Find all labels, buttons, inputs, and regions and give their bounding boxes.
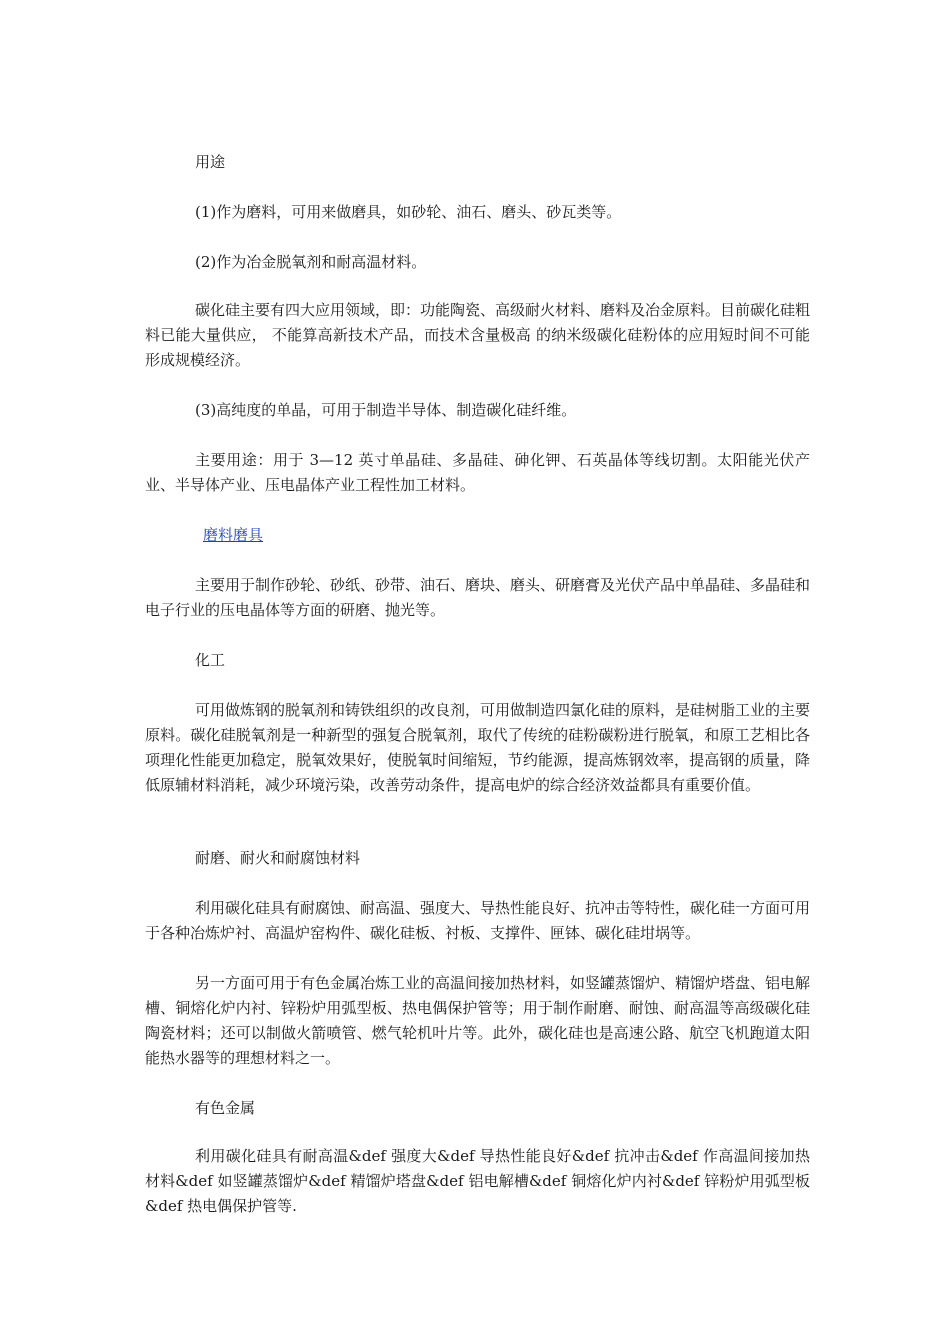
paragraph-refractory-2: 另一方面可用于有色金属冶炼工业的高温间接加热材料，如竖罐蒸馏炉、精馏炉塔盘、铝电解槽、铜熔化炉内衬、锌粉炉用弧型板、热电偶保护管等；用于制作耐磨、耐蚀、耐高温等高级碳化硅陶瓷材料；还可以制做火箭喷管、燃气轮机叶片等。此外，碳化硅也是高速公路、航空飞机跑道太阳能热水器等的理想材料之一。 bbox=[145, 974, 811, 1067]
paragraph-main-uses: 主要用途：用于 3—12 英寸单晶硅、多晶硅、砷化钾、石英晶体等线切割。太阳能光伏产业、半导体产业、压电晶体产业工程性加工材料。 bbox=[145, 451, 810, 494]
heading-uses: 用途 bbox=[195, 153, 226, 171]
heading-nonferrous: 有色金属 bbox=[195, 1099, 256, 1117]
paragraph-application-fields: 碳化硅主要有四大应用领域，即：功能陶瓷、高级耐火材料、磨料及冶金原料。目前碳化硅粗料已能大量供应， 不能算高新技术产品，而技术含量极高 的纳米级碳化硅粉体的应用短时间不可能形成规模经济。 bbox=[145, 301, 811, 369]
paragraph-abrasives: 主要用于制作砂轮、砂纸、砂带、油石、磨块、磨头、研磨膏及光伏产品中单晶硅、多晶硅和电子行业的压电晶体等方面的研磨、抛光等。 bbox=[145, 576, 811, 619]
paragraph-chemical: 可用做炼钢的脱氧剂和铸铁组织的改良剂，可用做制造四氯化硅的原料，是硅树脂工业的主要原料。碳化硅脱氧剂是一种新型的强复合脱氧剂，取代了传统的硅粉碳粉进行脱氧，和原工艺相比各项理化性能更加稳定，脱氧效果好，使脱氧时间缩短，节约能源，提高炼钢效率，提高钢的质量，降低原辅材料消耗，减少环境污染，改善劳动条件，提高电炉的综合经济效益都具有重要价值。 bbox=[145, 701, 811, 794]
heading-chemical: 化工 bbox=[195, 651, 226, 669]
paragraph-nonferrous: 利用碳化硅具有耐高温&def 强度大&def 导热性能良好&def 抗冲击&def 作高温间接加热材料&def 如竖罐蒸馏炉&def 精馏炉塔盘&def 铝电解槽&def 铜熔化炉内衬&def 锌粉炉用弧型板&def 热电偶保护管等. bbox=[145, 1147, 810, 1215]
list-item-3: (3)高纯度的单晶，可用于制造半导体、制造碳化硅纤维。 bbox=[195, 401, 577, 419]
heading-refractory: 耐磨、耐火和耐腐蚀材料 bbox=[195, 849, 361, 867]
list-item-2: (2)作为冶金脱氧剂和耐高温材料。 bbox=[195, 253, 427, 271]
link-abrasives[interactable]: 磨料磨具 bbox=[203, 526, 264, 544]
list-item-1: (1)作为磨料，可用来做磨具，如砂轮、油石、磨头、砂瓦类等。 bbox=[195, 203, 622, 221]
paragraph-refractory-1: 利用碳化硅具有耐腐蚀、耐高温、强度大、导热性能良好、抗冲击等特性，碳化硅一方面可用于各种冶炼炉衬、高温炉窑构件、碳化硅板、衬板、支撑件、匣钵、碳化硅坩埚等。 bbox=[145, 899, 811, 942]
